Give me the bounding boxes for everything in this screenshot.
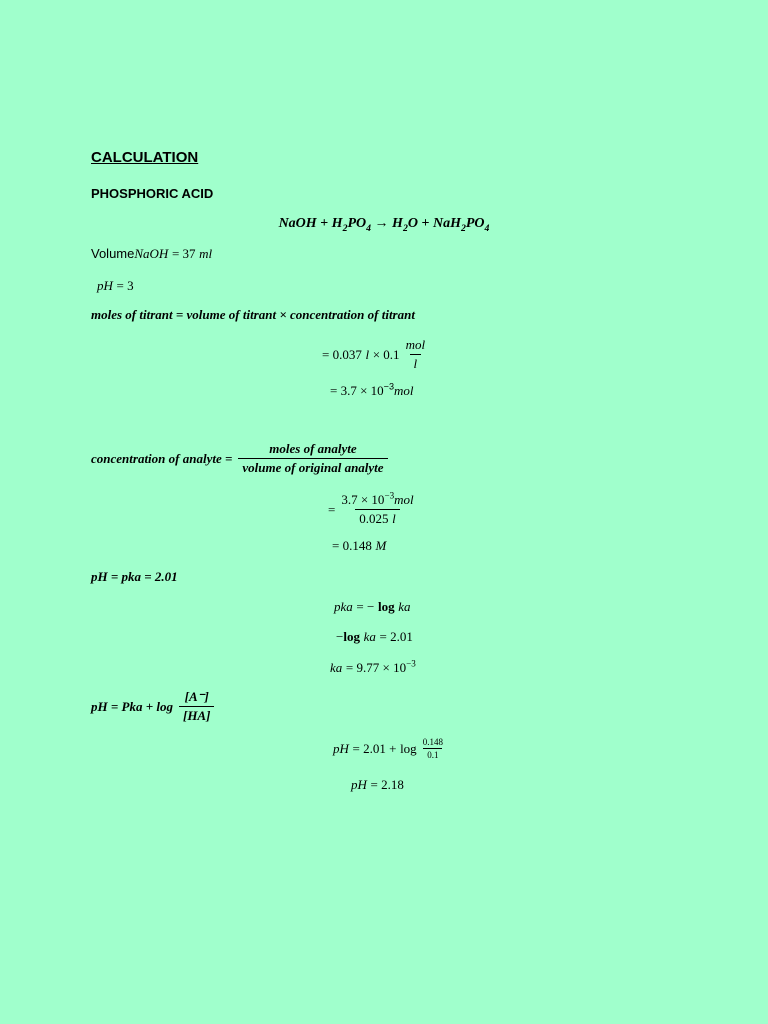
moles-unit-fraction: $\frac{\text{mol}}{l}$	[405, 337, 426, 371]
hh-ratio-fraction: $\frac{[A^-]}{[HA]}$	[179, 689, 214, 724]
reaction-equation: NaOH + $H_2PO_4 \to H_2O + NaH_2PO_4$	[278, 216, 490, 234]
henderson-hasselbalch-formula: pH = Pka + log $\frac{[A^-]}{[HA]}$	[91, 689, 216, 724]
section-subtitle: PHOSPHORIC ACID	[91, 186, 214, 201]
page-title: CALCULATION	[91, 149, 199, 166]
volume-line: VolumeNaOH = 37 ml	[91, 246, 213, 261]
concentration-fraction: $\frac{\text{moles of analyte}}{\text{volume of original analyte}}$	[238, 441, 387, 476]
pka-definition: pka = − log ka	[334, 599, 411, 614]
hh-calculation: pH = 2.01 + log $\frac{0.148}{0.1}$	[333, 737, 449, 760]
neg-log-line: −log ka = 2.01	[336, 629, 413, 644]
concentration-value-fraction: $\frac{3.7 \times 10^{-3}mol}{0.025 l}$	[341, 490, 414, 526]
concentration-formula: concentration of analyte = $\frac{\text{moles of analyte}}{\text{volume of original analyte}}$	[91, 441, 390, 476]
hh-value-fraction: $\frac{0.148}{0.1}$	[422, 737, 443, 760]
moles-formula: moles of titrant = volume of titrant × concentration of titrant	[91, 307, 415, 322]
moles-calculation: = 0.037 l × 0.1 $\frac{\text{mol}}{l}$	[322, 337, 431, 372]
concentration-result: = 0.148 M	[332, 538, 387, 553]
concentration-calculation: = $\frac{3.7 \times 10^{-3}mol}{0.025 l}$	[328, 492, 420, 527]
ka-result: ka = $9.77 \times 10^{-3}$	[330, 658, 416, 675]
ph-line: pH = 3	[97, 278, 134, 293]
moles-result: = $3.7 \times 10^{-3}mol$	[330, 381, 414, 398]
final-ph-result: pH = 2.18	[351, 777, 404, 792]
ph-pka-line: pH = pka = 2.01	[91, 569, 178, 584]
